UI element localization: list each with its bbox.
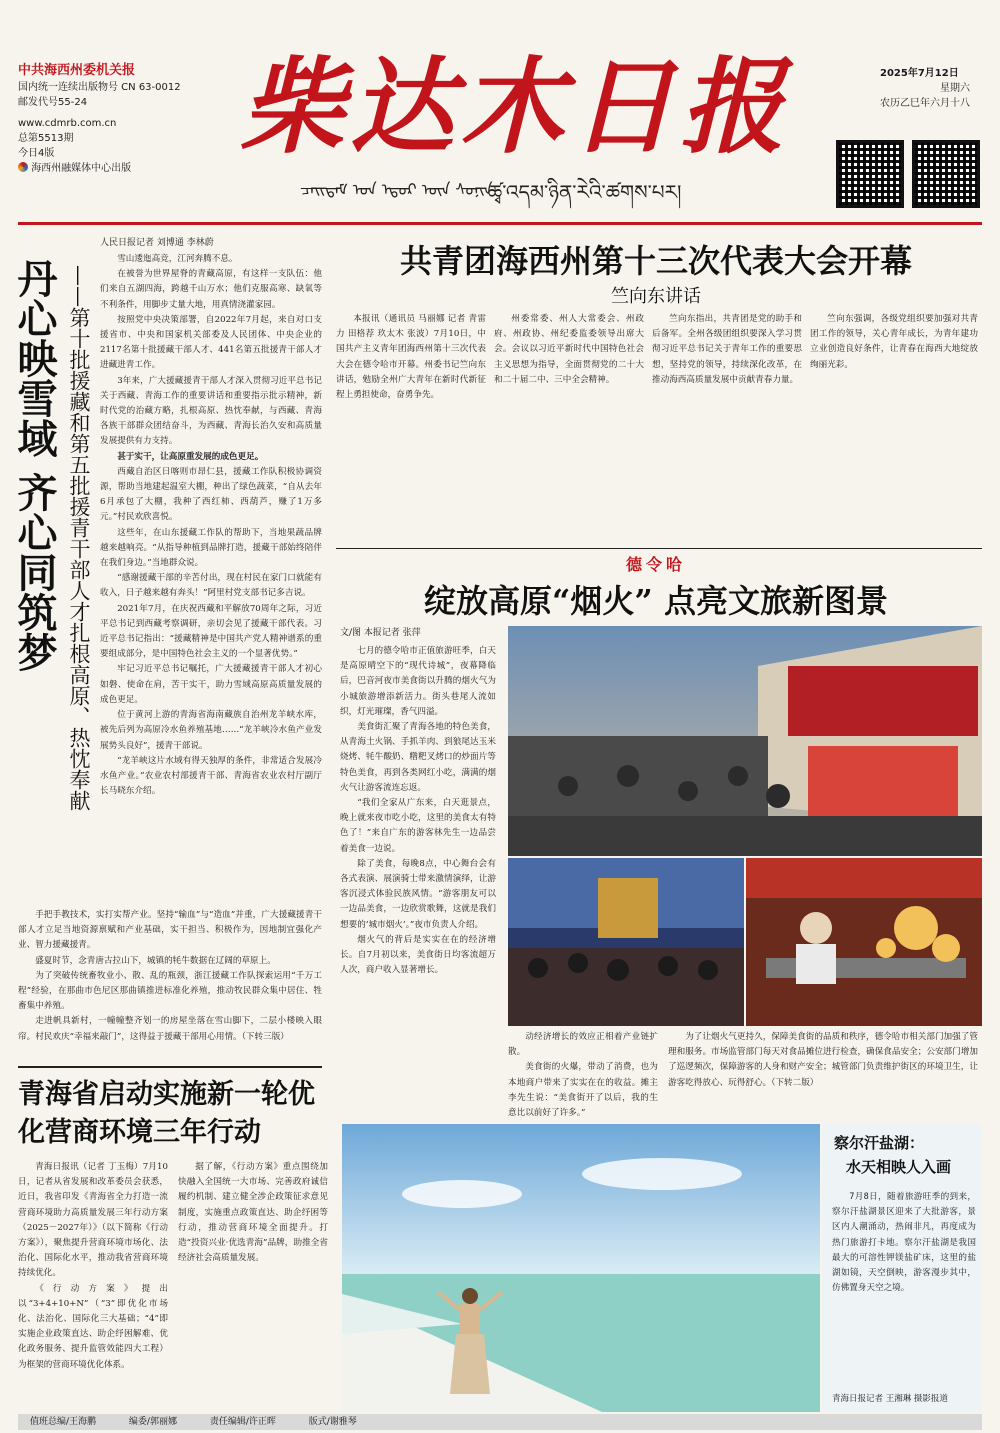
paragraph: 除了美食，每晚8点，中心舞台会有各式表演、展演骑士带来激情演绎，让游客沉浸式体验民族风情。“游客朋友可以一边品美食，一边欣赏歌舞，这就是我们想要的‘城市烟火’。”夜市负责人介绍。 xyxy=(340,858,496,930)
policy-story-body-col1 xyxy=(18,1160,168,1400)
paragraph: 按照党中央决策部署，自2022年7月起，来自对口支援省市、中央和国家机关部委及人民团体、中央企业的2117名第十批援藏干部人才、441名第五批援青干部人才进藏进青工作。 xyxy=(100,314,322,371)
left-story-headline: 丹心映雪域 齐心同筑梦 xyxy=(11,258,58,672)
paragraph: 青海日报讯（记者 丁玉梅）7月10日，记者从省发展和改革委员会获悉，近日，我省印发《青海省全力打造一流营商环境助力高质量发展三年行动方案（2025－2027年）》（以下简称《行动方案》），聚焦提升营商环境市场化、法治化、国际化水平，推动我省营商环境持续优化。 xyxy=(18,1162,168,1279)
website: www.cdmrb.com.cn xyxy=(18,118,117,129)
paragraph: “我们全家从广东来，白天逛景点，晚上就来夜市吃小吃，这里的美食太有特色了！”来自广东的游客林先生一边品尝着美食一边说。 xyxy=(340,798,496,854)
left-story-lower-body xyxy=(18,908,322,1060)
policy-story-headline: 青海省启动实施新一轮优化营商环境三年行动 xyxy=(18,1079,315,1148)
mongolian-title: ᠴᠠᠢᠳᠠᠮ ᠤᠨ ᠡᠳᠦᠷ ᠦᠨ ᠰᠣᠨᠢᠨ xyxy=(300,180,493,199)
salt-lake-body xyxy=(832,1190,976,1386)
left-story-subhead: ——第十批援藏和第五批援青干部人才扎根高原、热忱奉献 xyxy=(67,265,91,811)
paragraph: 位于黄河上游的青海省海南藏族自治州龙羊峡水库，被先后列为高原冷水鱼养殖基地……“龙羊峡冷水鱼产业发展势头良好”，援青干部说。 xyxy=(100,710,322,751)
policy-story-body-col2 xyxy=(178,1160,328,1400)
date-block xyxy=(880,66,990,111)
paragraph: 西藏自治区日喀则市昂仁县，援藏工作队积极协调资源，帮助当地建起温室大棚，种出了绿色蔬菜，“自从去年6月承包了大棚，我种了西红柿、西葫芦，赚了1万多元。”村民欢欣喜悦。 xyxy=(100,466,322,523)
newspaper-title: 柴达木日报 xyxy=(240,45,791,168)
paragraph: 美食街汇聚了青海各地的特色美食，从青海土火锅、手抓羊肉、到狼尾达玉米烧烤、牦牛酸奶、糌粑叉烤口的炒面片等特色美食，再到各类网红小吃，满满的烟火气让游客流连忘返。 xyxy=(340,722,496,793)
masthead-info xyxy=(18,62,208,176)
left-story-byline: 人民日报记者 刘博通 李林蔚 xyxy=(100,238,214,248)
issue-date: 2025年7月12日 xyxy=(880,68,959,79)
paragraph: 走进帆具新村，一幢幢整齐划一的房屋坐落在雪山脚下，二层小楼映入眼帘。村民欢庆“幸福来敲门”，这得益于援藏干部用心用情。（下转三版） xyxy=(18,1016,322,1042)
salt-lake-photo xyxy=(342,1124,820,1412)
paragraph: 在被誉为世界屋脊的青藏高原，有这样一支队伍：他们来自五湖四海，跨越千山万水；他们克服高寒、缺氧等不利条件，用脚步丈量大地，用真情浇灌家园。 xyxy=(100,269,322,310)
feature-body-col3 xyxy=(668,1030,978,1110)
tibetan-title: ཚྭ་འདམ་ཉིན་རེའི་ཚགས་པར། xyxy=(488,180,682,204)
weekday: 星期六 xyxy=(940,83,970,94)
salt-lake-title: 察尔汗盐湖： xyxy=(834,1134,925,1152)
paragraph: 烟火气的背后是实实在在的经济增长。自7月初以来，美食街日均客流超万人次，商户收入显著增长。 xyxy=(340,934,496,976)
publisher xyxy=(18,161,208,176)
paragraph: 本报讯（通讯员 马丽娜 记者 青雷力 田格荐 玖太木 张波）7月10日，中国共产主义青年团海西州第十三次代表大会在德令哈市开幕。州委书记竺向东讲话，勉励全州广大青年在新时代新征程上勇担使命，奋勇争先。 xyxy=(336,314,486,401)
top-story-col1 xyxy=(336,312,486,544)
top-story-subhead: 竺向东讲话 xyxy=(611,286,701,307)
postal-code: 邮发代号55-24 xyxy=(18,97,88,108)
org-name: 中共海西州委机关报 xyxy=(18,63,136,78)
paragraph: 美食街的火爆，带动了消费，也为本地商户带来了实实在在的收益。摊主李先生说：“美食街开了以后，我的生意比以前好了许多。” xyxy=(508,1062,658,1119)
paragraph: 《行动方案》提出以“3+4+10+N”（“3”即优化市场化、法治化、国际化三大基础；“4”即实施企业政策直达、助企纾困解难、优化政务服务、提升监管效能四大工程）为框架的营商环境优化体系。 xyxy=(18,1283,168,1370)
paragraph: 雪山逶迤高竞，江河奔腾不息。 xyxy=(117,254,238,264)
qr-code-icon[interactable] xyxy=(836,140,904,208)
paragraph: 牢记习近平总书记嘱托，广大援藏援青干部人才初心如磐、使命在肩，苦干实干，助力雪域高原高质量发展的成色更足。 xyxy=(100,664,322,705)
paragraph: 州委常委、州人大常委会、州政府、州政协、州纪委监委领导出席大会。会议以习近平新时代中国特色社会主义思想为指导，全面贯彻党的二十大和二十届二中、三中全会精神。 xyxy=(494,314,644,385)
salt-lake-credit: 青海日报记者 王湘琳 摄影报道 xyxy=(832,1394,948,1404)
feature-body-col1 xyxy=(340,644,496,1074)
paragraph: 竺向东指出，共青团是党的助手和后备军。全州各级团组织要深入学习贯彻习近平总书记关于青年工作的重要思想，坚持党的领导，持续深化改革，在推动海西高质量发展中贡献青春力量。 xyxy=(652,314,802,385)
feature-kicker: 德令哈 xyxy=(625,555,686,574)
qr-code-icon-2[interactable] xyxy=(912,140,980,208)
issue-number: 总第5513期 xyxy=(18,133,74,144)
crowd-photo xyxy=(508,858,744,1026)
feature-byline: 文/图 本报记者 张萍 xyxy=(340,628,421,638)
feature-headline: 绽放高原“烟火” 点亮文旅新图景 xyxy=(424,582,888,620)
paragraph: “感谢援藏干部的辛苦付出，现在村民在家门口就能有收入，日子越来越有奔头！”阿里村党支部书记多吉说。 xyxy=(100,573,322,599)
publisher-logo-icon xyxy=(18,162,28,172)
barbecue-photo xyxy=(746,858,982,1026)
paragraph: 为了让烟火气更持久，保障美食街的品质和秩序，德令哈市相关部门加强了管理和服务。市场监管部门每天对食品摊位进行检查，确保食品安全；公安部门增加了巡逻频次，保障游客的人身和财产安全；城管部门负责维护街区的环境卫生，让游客吃得放心、玩得舒心。（下转二版） xyxy=(668,1032,978,1088)
left-story-body xyxy=(100,252,322,902)
paragraph: 竺向东强调，各级党组织要加强对共青团工作的领导，关心青年成长，为青年建功立业创造良好条件，让青春在海西大地绽放绚丽光彩。 xyxy=(810,314,978,370)
paragraph: 据了解，《行动方案》重点围绕加快融入全国统一大市场、完善政府诚信履约机制、建立健全涉企政策征求意见制度，实施重点政策直达、助企纾困等行动，推动营商环境全面提升。打造“投资兴业·优选青海”品牌，助推全省经济社会高质量发展。 xyxy=(178,1162,328,1264)
salt-lake-subtitle: 水天相映人入画 xyxy=(846,1158,952,1176)
top-story-col4 xyxy=(810,312,978,544)
editorial-member: 编委/郭丽娜 xyxy=(128,1417,177,1427)
responsible-editor: 责任编辑/许正晖 xyxy=(209,1417,276,1427)
editor-on-duty: 值班总编/王海鹏 xyxy=(30,1417,97,1427)
layout-designer: 版式/谢雅琴 xyxy=(308,1417,357,1427)
top-story-col3 xyxy=(652,312,802,544)
paragraph: 为了突破传统畜牧业小、散、乱的瓶颈，浙江援藏工作队探索运用“千万工程”经验，在那曲市色尼区那曲镇推进标准化养殖，推动牧民群众集中居住、牲畜集中养殖。 xyxy=(18,970,322,1012)
top-story-headline: 共青团海西州第十三次代表大会开幕 xyxy=(399,242,912,280)
night-market-photo xyxy=(508,626,982,856)
paragraph: 2021年7月，在庆祝西藏和平解放70周年之际，习近平总书记到西藏考察调研，亲切会见了援藏干部代表。习近平总书记指出：“援藏精神是中国共产党人精神谱系的重要组成部分，是中国特色社会主义的一个显著优势。” xyxy=(100,603,322,660)
paragraph: 甚于实干，让高原重发展的成色更足。 xyxy=(117,451,264,462)
issn: 国内统一连续出版物号 CN 63-0012 xyxy=(18,82,181,93)
paragraph: 7月8日，随着旅游旺季的到来，察尔汗盐湖景区迎来了大批游客，景区内人潮涌动，热闹非凡，再度成为热门旅游打卡地。察尔汗盐湖是我国最大的可溶性钾镁盐矿床，这里的盐湖如镜，天空倒映，游客漫步其中，仿佛置身天空之境。 xyxy=(832,1192,976,1294)
paragraph: 手把手教技术，实打实帮产业。坚持“输血”与“造血”并重，广大援藏援青干部人才立足当地资源禀赋和产业基础，实干担当、积极作为，因地制宜强化产业、智力援藏援青。 xyxy=(18,910,322,951)
page-count: 今日4版 xyxy=(18,148,55,159)
paragraph: 3年来，广大援藏援青干部人才深入贯彻习近平总书记关于西藏、青海工作的重要讲话和重要指示批示精神，新时代党的治藏方略，扎根高原、热忱奉献，与西藏、青海各族干部群众团结奋斗，为西藏、青海长治久安和高质量发展提供有力支持。 xyxy=(100,375,322,447)
publisher-name: 海西州融媒体中心出版 xyxy=(31,163,132,174)
paragraph: 这些年，在山东援藏工作队的帮助下，当地果蔬品牌越来越响亮。“从指导种植到品牌打造，援藏干部始终陪伴在我们身边。”当地群众说。 xyxy=(100,527,322,569)
footer-credits xyxy=(18,1414,982,1430)
lunar-date: 农历乙巳年六月十八 xyxy=(880,98,970,109)
paragraph: “龙羊峡这片水域有得天独厚的条件，非常适合发展冷水鱼产业。”农业农村部援青干部、青海省农业农村厅副厅长马晓东介绍。 xyxy=(100,755,322,797)
top-story-col2 xyxy=(494,312,644,544)
paragraph: 盛夏时节，念青唐古拉山下，城镇的牦牛数据在辽阔的草原上。 xyxy=(35,955,276,966)
feature-body-col2 xyxy=(508,1030,658,1119)
paragraph: 七月的德令哈市正值旅游旺季，白天是高原晴空下的“现代诗城”，夜幕降临后，巴音河夜市美食街以升腾的烟火气为小城旅游增添新活力。街头巷尾人流如织，灯光璀璨，香气四溢。 xyxy=(340,646,496,717)
paragraph: 动经济增长的效应正相着产业链扩散。 xyxy=(508,1032,658,1058)
